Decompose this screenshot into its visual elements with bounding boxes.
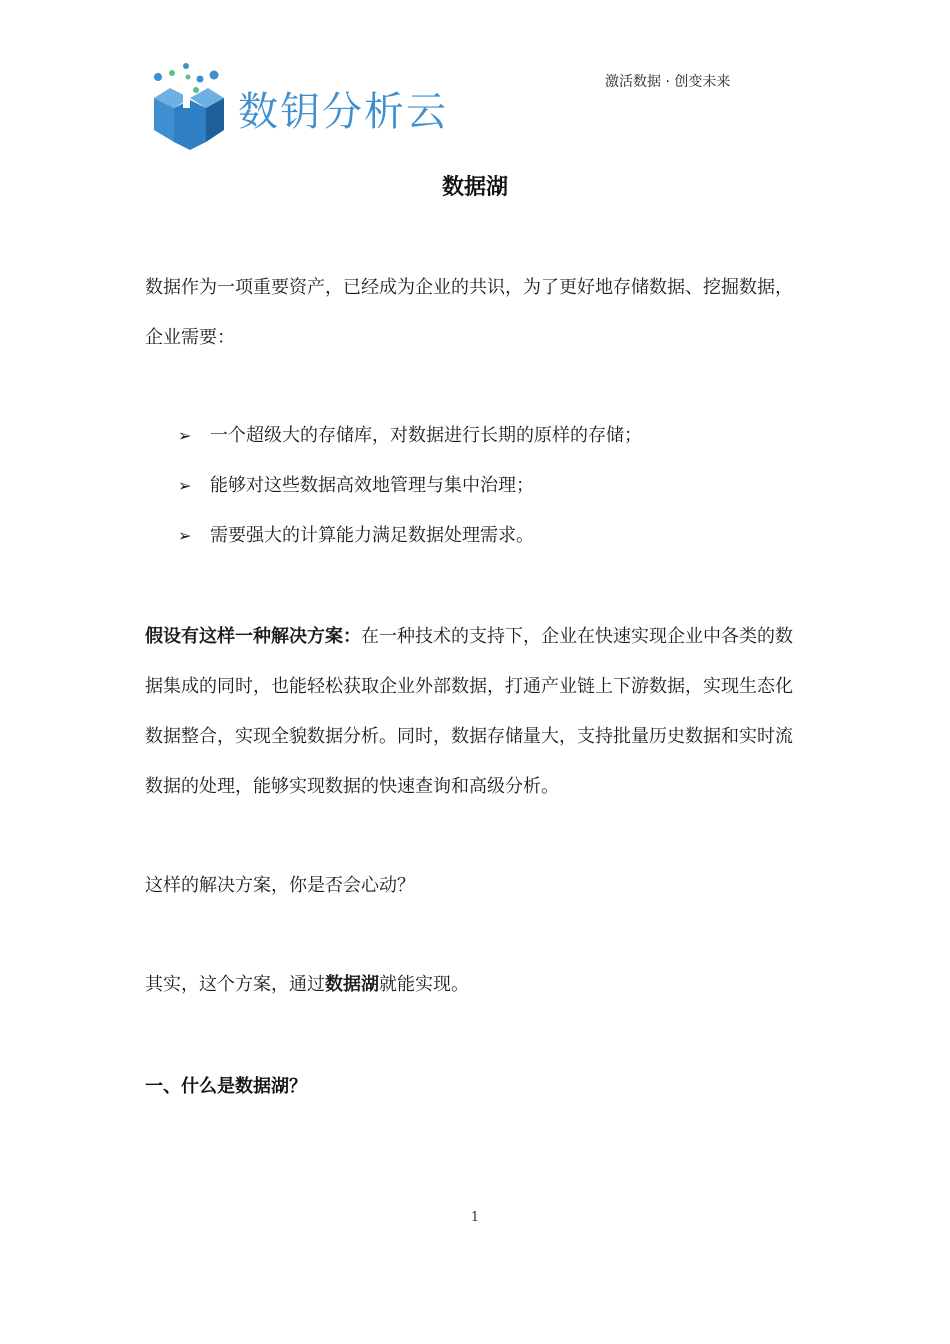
answer-text-after: 就能实现。: [379, 974, 469, 995]
intro-paragraph: 数据作为一项重要资产，已经成为企业的共识，为了更好地存储数据、挖掘数据，企业需要：: [145, 277, 793, 348]
logo-text: 数钥分析云: [238, 89, 448, 135]
answer-paragraph: [145, 960, 805, 1010]
question-paragraph: 这样的解决方案，你是否会心动？: [145, 875, 415, 896]
list-item: [178, 461, 798, 511]
document-title: 数据湖: [441, 175, 508, 200]
list-item: [178, 411, 798, 461]
arrow-bullet-icon: ➢: [178, 476, 192, 495]
arrow-bullet-icon: ➢: [178, 526, 192, 545]
solution-label: 假设有这样一种解决方案：: [145, 626, 361, 647]
arrow-bullet-icon: ➢: [178, 426, 192, 445]
requirements-list: [178, 411, 798, 561]
list-item-text: 能够对这些数据高效地管理与集中治理；: [210, 475, 534, 496]
answer-highlight: 数据湖: [325, 974, 379, 995]
list-item-text: 需要强大的计算能力满足数据处理需求。: [210, 525, 534, 546]
section-heading: 一、什么是数据湖？: [145, 1076, 307, 1097]
cube-logo-icon: [150, 60, 230, 150]
solution-paragraph: [145, 612, 805, 812]
list-item: [178, 511, 798, 561]
solution-text: 在一种技术的支持下，企业在快速实现企业中各类的数据集成的同时，也能轻松获取企业外部数据，打通产业链上下游数据，实现生态化数据整合，实现全貌数据分析。同时，数据存储量大，支持批量历史数据和实时流数据的处理，能够实现数据的快速查询和高级分析。: [145, 626, 793, 797]
header-slogan: 激活数据 · 创变未来: [605, 74, 731, 90]
answer-text-before: 其实，这个方案，通过: [145, 974, 325, 995]
brand-logo: [150, 60, 450, 150]
list-item-text: 一个超级大的存储库，对数据进行长期的原样的存储；: [210, 425, 642, 446]
page-number: 1: [470, 1210, 480, 1225]
